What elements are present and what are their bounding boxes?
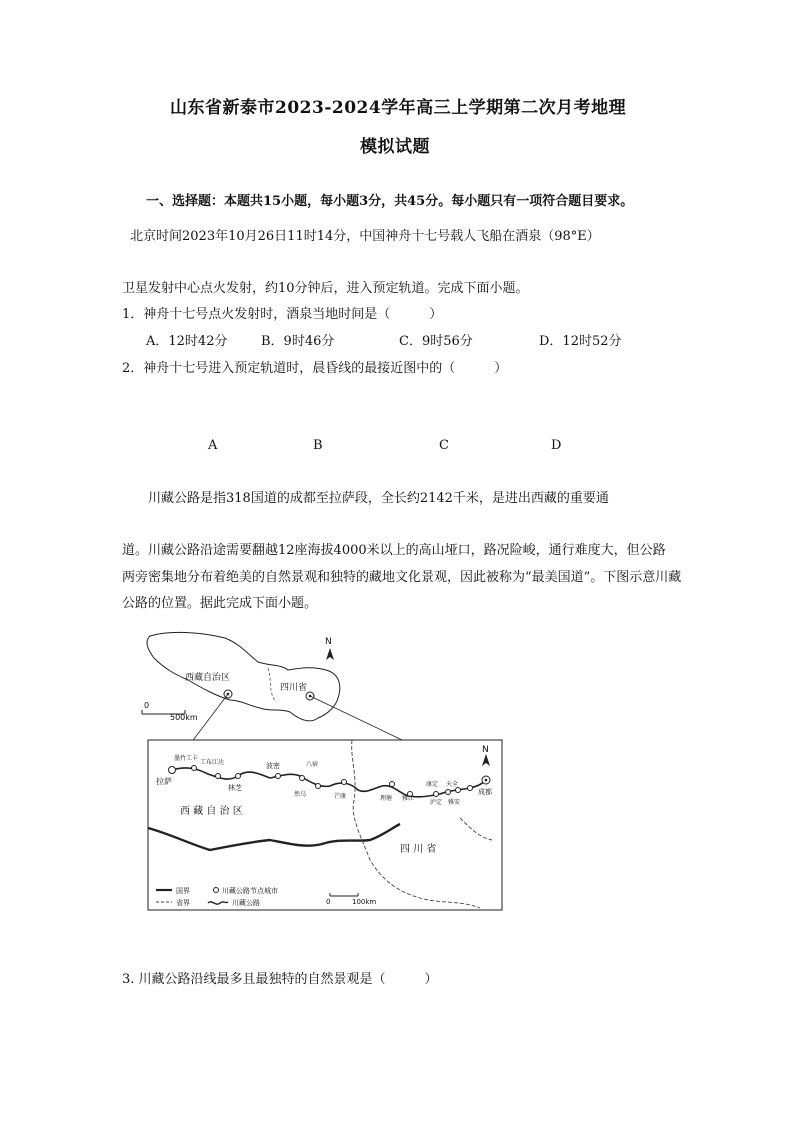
city-label-bomi: 波密 bbox=[266, 762, 280, 770]
city-label-rawu: 然乌 bbox=[294, 791, 307, 798]
question-1-stem: 1．神舟十七号点火发射时，酒泉当地时间是（ ） bbox=[122, 307, 443, 322]
legend-highway: 川藏公路 bbox=[232, 899, 260, 907]
section-heading: 一、选择题：本题共15小题，每小题3分，共45分。每小题只有一项符合题目要求。 bbox=[146, 194, 634, 209]
question-2-label-d: D bbox=[551, 438, 562, 453]
main-scale-zero: 0 bbox=[326, 898, 331, 906]
inset-outline bbox=[147, 632, 340, 721]
inset-map bbox=[142, 632, 340, 722]
question-1-option-c: C．9时56分 bbox=[399, 334, 473, 349]
question-2-stem: 2．神舟十七号进入预定轨道时，晨昏线的最接近图中的（ ） bbox=[122, 361, 508, 376]
city-label-nyingchi: 林芝 bbox=[228, 784, 242, 792]
city-marker-markam bbox=[342, 780, 347, 785]
page-title: 山东省新泰市2023-2024学年高三上学期第二次月考地理 bbox=[170, 98, 627, 118]
city-marker-baxoi bbox=[316, 784, 321, 789]
city-label-lhasa: 拉萨 bbox=[156, 777, 172, 786]
inset-scale-zero: 0 bbox=[144, 701, 150, 710]
city-label-baxoi: 八宿 bbox=[306, 761, 319, 768]
city-label-markam: 芒康 bbox=[334, 793, 347, 800]
city-label-litang: 理塘 bbox=[380, 795, 393, 802]
city-marker-nyingchi bbox=[236, 774, 241, 779]
intro2-line4: 公路的位置。据此完成下面小题。 bbox=[122, 596, 318, 611]
question-2-label-b: B bbox=[313, 438, 323, 453]
main-label-sichuan: 四 川 省 bbox=[400, 844, 437, 855]
question-1-option-b: B．9时46分 bbox=[261, 334, 335, 349]
city-marker-gongbujiangda bbox=[216, 774, 221, 779]
intro2-line2: 道。川藏公路沿途需要翻越12座海拔4000米以上的高山垭口，路况险峻，通行难度大，但公路 bbox=[122, 543, 666, 558]
question-1-option-a: A．12时42分 bbox=[146, 334, 228, 349]
inset-label-sichuan: 四川省 bbox=[280, 683, 308, 693]
legend-node-city-swatch bbox=[214, 888, 219, 893]
question-3-stem: 3. 川藏公路沿线最多且最独特的自然景观是（ ） bbox=[122, 972, 438, 987]
city-marker-yaan bbox=[468, 786, 473, 791]
inset-scale-label: 500km bbox=[170, 713, 198, 722]
legend-national-border: 国界 bbox=[176, 887, 190, 895]
intro1-line2: 卫星发射中心点火发射，约10分钟后，进入预定轨道。完成下面小题。 bbox=[122, 281, 529, 296]
city-marker-litang bbox=[390, 782, 395, 787]
question-2-label-a: A bbox=[208, 438, 218, 453]
intro2-line1: 川藏公路是指318国道的成都至拉萨段，全长约2142千米，是进出西藏的重要通 bbox=[148, 491, 609, 506]
city-label-yajiang: 雅江 bbox=[402, 795, 415, 802]
inset-province-border bbox=[268, 668, 276, 702]
inset-label-tibet: 西藏自治区 bbox=[185, 673, 231, 683]
city-marker-chengdu-dot bbox=[485, 779, 488, 782]
question-2-label-c: C bbox=[439, 438, 449, 453]
city-marker-luding bbox=[446, 790, 451, 795]
main-scale-label: 100km bbox=[352, 898, 377, 906]
intro2-line3: 两旁密集地分布着绝美的自然景观和独特的藏地文化景观，因此被称为“最美国道”。下图示意川藏 bbox=[122, 570, 682, 585]
legend-province-border: 省界 bbox=[176, 899, 190, 907]
city-label-luding: 泸定 bbox=[430, 799, 443, 806]
city-marker-lhasa bbox=[169, 767, 176, 774]
city-marker-maizhokunggar bbox=[192, 766, 197, 771]
city-label-gongbujiangda: 工布江达 bbox=[200, 759, 225, 766]
city-label-maizhokunggar: 墨竹工卡 bbox=[174, 755, 199, 762]
page-subtitle: 模拟试题 bbox=[360, 137, 430, 157]
city-marker-tianquan bbox=[456, 788, 461, 793]
city-marker-bomi bbox=[276, 774, 281, 779]
city-marker-kangding bbox=[434, 792, 439, 797]
city-marker-rawu bbox=[300, 776, 305, 781]
city-label-yaan: 雅安 bbox=[448, 799, 461, 806]
intro1-line1: 北京时间2023年10月26日11时14分，中国神舟十七号载人飞船在酒泉（98°E） bbox=[130, 229, 600, 244]
main-label-tibet: 西 藏 自 治 区 bbox=[180, 806, 243, 817]
inset-north-label: N bbox=[325, 637, 332, 647]
main-north-label: N bbox=[482, 745, 489, 755]
city-label-tianquan: 天全 bbox=[446, 781, 459, 788]
inset-north-arrow-icon bbox=[326, 648, 334, 660]
sichuan-tibet-highway-map bbox=[130, 628, 520, 918]
question-1-option-d: D．12时52分 bbox=[539, 334, 622, 349]
city-label-chengdu: 成都 bbox=[478, 788, 492, 796]
city-label-kangding: 康定 bbox=[426, 781, 439, 788]
legend-node-city: 川藏公路节点城市 bbox=[222, 887, 278, 895]
